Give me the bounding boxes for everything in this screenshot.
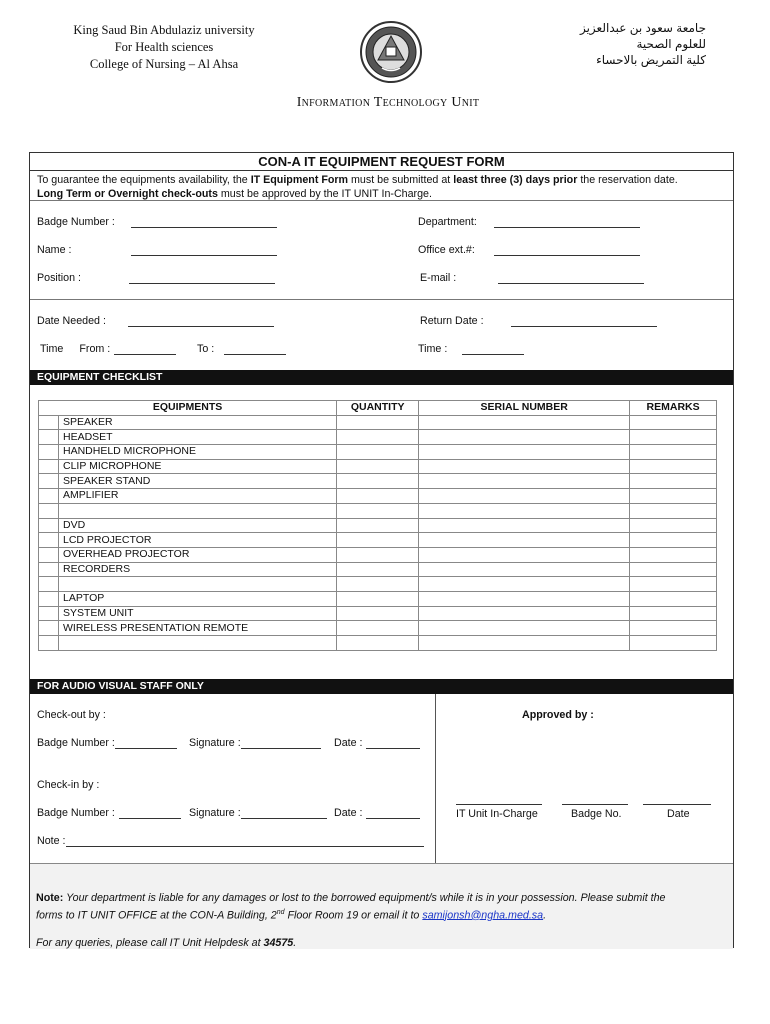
university-seal-icon xyxy=(356,20,426,84)
checkout-date-field[interactable]: Date : xyxy=(334,737,420,749)
signature-line[interactable] xyxy=(456,794,542,805)
form-title: CON-A IT EQUIPMENT REQUEST FORM xyxy=(30,153,733,171)
footer-note: Note: Your department is liable for any damages or lost to the borrowed equipment/s while it is in your possession. Please submit the forms to IT UNIT OFFICE at the CON-A Building, 2nd Floor Room 19 or email it to samijonsh@ngha.med.sa. For any queries, please call IT Unit Helpdesk at 34575. xyxy=(36,892,666,949)
equipment-name: SPEAKER STAND xyxy=(59,474,337,489)
serial-number-cell[interactable] xyxy=(419,562,630,577)
badge-number-field[interactable]: Badge Number : xyxy=(37,216,277,228)
office-ext-field[interactable]: Office ext.#: xyxy=(418,244,640,256)
table-row xyxy=(39,577,717,592)
equipment-name: HEADSET xyxy=(59,430,337,445)
signature-line[interactable] xyxy=(643,794,711,805)
email-link[interactable]: samijonsh@ngha.med.sa xyxy=(422,909,544,922)
section-header-equipment-checklist: EQUIPMENT CHECKLIST xyxy=(30,370,733,385)
row-marker[interactable] xyxy=(39,518,59,533)
equipment-name: LCD PROJECTOR xyxy=(59,533,337,548)
remarks-cell[interactable] xyxy=(630,591,717,606)
checkout-badge-field[interactable]: Badge Number : xyxy=(37,737,177,749)
serial-number-cell[interactable] xyxy=(419,445,630,460)
quantity-cell[interactable] xyxy=(337,562,419,577)
return-date-field[interactable]: Return Date : xyxy=(420,315,657,327)
row-marker[interactable] xyxy=(39,577,59,592)
quantity-cell[interactable] xyxy=(337,415,419,430)
email-field[interactable]: E-mail : xyxy=(420,272,644,284)
column-header: SERIAL NUMBER xyxy=(419,401,630,416)
equipment-name: SPEAKER xyxy=(59,415,337,430)
name-field[interactable]: Name : xyxy=(37,244,277,256)
row-marker[interactable] xyxy=(39,547,59,562)
table-row xyxy=(39,445,717,460)
header-line: جامعة سعود بن عبدالعزيز xyxy=(579,21,706,35)
serial-number-cell[interactable] xyxy=(419,533,630,548)
remarks-cell[interactable] xyxy=(630,636,717,651)
remarks-cell[interactable] xyxy=(630,445,717,460)
equipment-name: DVD xyxy=(59,518,337,533)
remarks-cell[interactable] xyxy=(630,621,717,636)
table-row xyxy=(39,430,717,445)
remarks-cell[interactable] xyxy=(630,533,717,548)
remarks-cell[interactable] xyxy=(630,606,717,621)
quantity-cell[interactable] xyxy=(337,577,419,592)
return-time-field[interactable]: Time : xyxy=(418,343,524,355)
equipment-name: CLIP MICROPHONE xyxy=(59,459,337,474)
remarks-cell[interactable] xyxy=(630,459,717,474)
equipment-name: OVERHEAD PROJECTOR xyxy=(59,547,337,562)
table-row xyxy=(39,474,717,489)
row-marker[interactable] xyxy=(39,489,59,504)
equipment-name: SYSTEM UNIT xyxy=(59,606,337,621)
divider xyxy=(30,200,733,201)
remarks-cell[interactable] xyxy=(630,518,717,533)
table-header-row xyxy=(39,401,717,416)
header-line: كلية التمريض بالاحساء xyxy=(596,53,706,67)
university-name-english xyxy=(48,22,280,73)
row-marker[interactable] xyxy=(39,591,59,606)
column-header: EQUIPMENTS xyxy=(39,401,337,416)
remarks-cell[interactable] xyxy=(630,577,717,592)
equipment-name xyxy=(59,636,337,651)
checkout-signature-field[interactable]: Signature : xyxy=(189,737,321,749)
row-marker[interactable] xyxy=(39,503,59,518)
quantity-cell[interactable] xyxy=(337,547,419,562)
quantity-cell[interactable] xyxy=(337,489,419,504)
note-field[interactable]: Note : xyxy=(37,835,424,847)
row-marker[interactable] xyxy=(39,415,59,430)
serial-number-cell[interactable] xyxy=(419,636,630,651)
serial-number-cell[interactable] xyxy=(419,459,630,474)
serial-number-cell[interactable] xyxy=(419,621,630,636)
checkin-badge-field[interactable]: Badge Number : xyxy=(37,807,181,819)
table-row xyxy=(39,621,717,636)
table-row xyxy=(39,591,717,606)
remarks-cell[interactable] xyxy=(630,562,717,577)
serial-number-cell[interactable] xyxy=(419,503,630,518)
date-needed-field[interactable]: Date Needed : xyxy=(37,315,274,327)
column-divider xyxy=(435,694,436,863)
table-row xyxy=(39,459,717,474)
it-unit-incharge-label: IT Unit In-Charge xyxy=(456,808,538,820)
table-row xyxy=(39,503,717,518)
equipment-name: RECORDERS xyxy=(59,562,337,577)
row-marker[interactable] xyxy=(39,562,59,577)
department-field[interactable]: Department: xyxy=(418,216,640,228)
serial-number-cell[interactable] xyxy=(419,577,630,592)
row-marker[interactable] xyxy=(39,459,59,474)
serial-number-cell[interactable] xyxy=(419,489,630,504)
quantity-cell[interactable] xyxy=(337,430,419,445)
remarks-cell[interactable] xyxy=(630,415,717,430)
table-row xyxy=(39,636,717,651)
equipment-name xyxy=(59,503,337,518)
equipment-name: HANDHELD MICROPHONE xyxy=(59,445,337,460)
check-in-by-label: Check-in by : xyxy=(37,779,100,791)
equipment-checklist-table xyxy=(38,400,717,651)
row-marker[interactable] xyxy=(39,621,59,636)
table-row xyxy=(39,518,717,533)
table-row xyxy=(39,547,717,562)
equipment-name xyxy=(59,577,337,592)
header-line: For Health sciences xyxy=(114,40,214,54)
header-line: King Saud Bin Abdulaziz university xyxy=(73,23,255,37)
remarks-cell[interactable] xyxy=(630,430,717,445)
table-row xyxy=(39,533,717,548)
request-form xyxy=(29,152,734,948)
quantity-cell[interactable] xyxy=(337,591,419,606)
row-marker[interactable] xyxy=(39,474,59,489)
form-instructions: To guarantee the equipments availability, the IT Equipment Form must be submitted at least three (3) days prior the reservation date. Long Term or Overnight check-outs must be approved by the IT UNIT In-Charge. xyxy=(37,174,678,200)
date-label: Date xyxy=(667,808,690,820)
position-field[interactable]: Position : xyxy=(37,272,275,284)
time-to-field[interactable]: To : xyxy=(197,343,286,355)
quantity-cell[interactable] xyxy=(337,503,419,518)
row-marker[interactable] xyxy=(39,606,59,621)
table-row xyxy=(39,606,717,621)
table-row xyxy=(39,415,717,430)
column-header: REMARKS xyxy=(630,401,717,416)
header-line: للعلوم الصحية xyxy=(636,37,706,51)
checkin-date-field[interactable]: Date : xyxy=(334,807,420,819)
header-line: College of Nursing – Al Ahsa xyxy=(89,57,239,71)
quantity-cell[interactable] xyxy=(337,445,419,460)
approved-by-label: Approved by : xyxy=(522,709,594,721)
quantity-cell[interactable] xyxy=(337,533,419,548)
signature-line[interactable] xyxy=(562,794,628,805)
section-header-audio-visual-staff: FOR AUDIO VISUAL STAFF ONLY xyxy=(30,679,733,694)
badge-no-label: Badge No. xyxy=(571,808,622,820)
remarks-cell[interactable] xyxy=(630,503,717,518)
row-marker[interactable] xyxy=(39,445,59,460)
serial-number-cell[interactable] xyxy=(419,518,630,533)
university-name-arabic xyxy=(548,20,706,68)
equipment-name: AMPLIFIER xyxy=(59,489,337,504)
divider xyxy=(30,299,733,300)
table-row xyxy=(39,562,717,577)
remarks-cell[interactable] xyxy=(630,474,717,489)
serial-number-cell[interactable] xyxy=(419,606,630,621)
remarks-cell[interactable] xyxy=(630,547,717,562)
serial-number-cell[interactable] xyxy=(419,591,630,606)
column-header: QUANTITY xyxy=(337,401,419,416)
quantity-cell[interactable] xyxy=(337,636,419,651)
quantity-cell[interactable] xyxy=(337,606,419,621)
table-row xyxy=(39,489,717,504)
checkin-signature-field[interactable]: Signature : xyxy=(189,807,327,819)
quantity-cell[interactable] xyxy=(337,474,419,489)
row-marker[interactable] xyxy=(39,430,59,445)
equipment-name: LAPTOP xyxy=(59,591,337,606)
quantity-cell[interactable] xyxy=(337,621,419,636)
row-marker[interactable] xyxy=(39,533,59,548)
equipment-name: WIRELESS PRESENTATION REMOTE xyxy=(59,621,337,636)
serial-number-cell[interactable] xyxy=(419,474,630,489)
remarks-cell[interactable] xyxy=(630,489,717,504)
serial-number-cell[interactable] xyxy=(419,547,630,562)
quantity-cell[interactable] xyxy=(337,518,419,533)
unit-title: Information Technology Unit xyxy=(296,95,480,110)
serial-number-cell[interactable] xyxy=(419,415,630,430)
serial-number-cell[interactable] xyxy=(419,430,630,445)
row-marker[interactable] xyxy=(39,636,59,651)
quantity-cell[interactable] xyxy=(337,459,419,474)
check-out-by-label: Check-out by : xyxy=(37,709,106,721)
time-from-field[interactable]: Time From : xyxy=(40,343,176,355)
